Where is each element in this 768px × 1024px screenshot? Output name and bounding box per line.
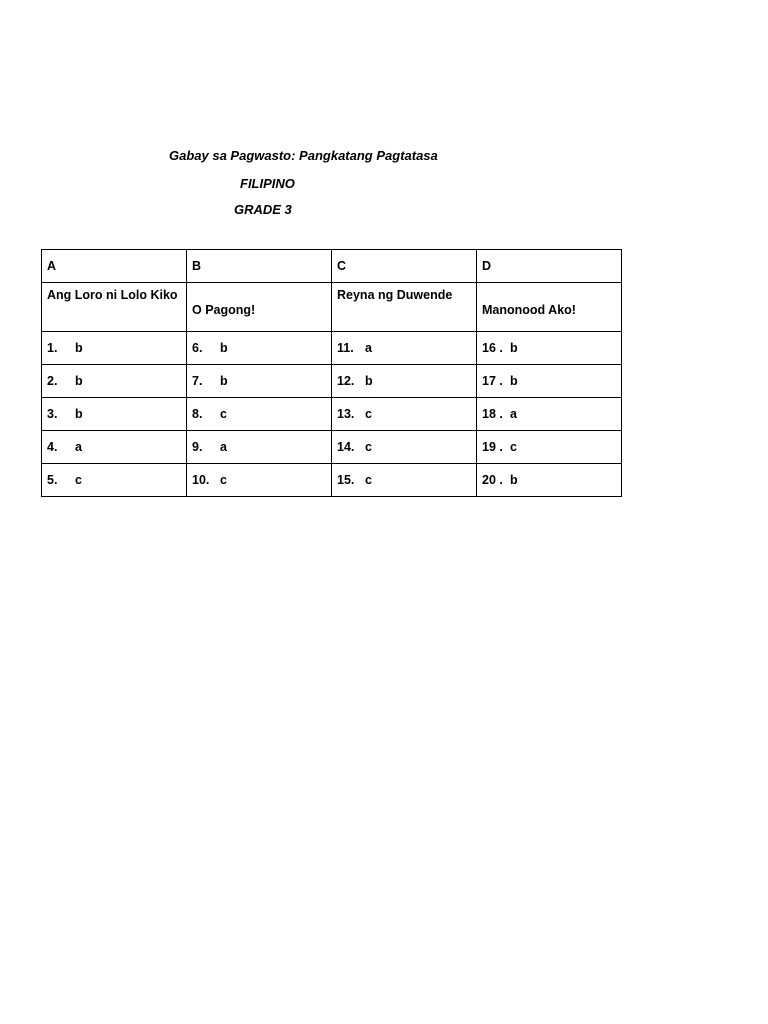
item-answer: b [75, 374, 83, 388]
item-number: 16 . [482, 341, 503, 355]
item-number: 10. [192, 473, 210, 487]
answer-cell [477, 431, 622, 464]
answer-cell [477, 398, 622, 431]
item-number: 2. [47, 374, 58, 388]
item-number: 20 . [482, 473, 503, 487]
item-number: 4. [47, 440, 58, 454]
answer-cell [477, 365, 622, 398]
item-number: 19 . [482, 440, 503, 454]
item-number: 9. [192, 440, 203, 454]
item-answer: c [220, 407, 227, 421]
item-answer: b [510, 374, 518, 388]
story-title-d: Manonood Ako! [477, 283, 622, 332]
column-header-d: D [477, 250, 622, 283]
answer-cell [187, 398, 332, 431]
answer-cell [42, 365, 187, 398]
item-answer: b [75, 407, 83, 421]
item-answer: b [220, 374, 228, 388]
subject-label: FILIPINO [240, 176, 295, 191]
item-answer: c [75, 473, 82, 487]
answer-cell [42, 332, 187, 365]
answer-cell [42, 431, 187, 464]
item-answer: b [365, 374, 373, 388]
item-number: 1. [47, 341, 58, 355]
item-number: 11. [337, 341, 354, 355]
grade-label: GRADE 3 [234, 202, 292, 217]
answer-cell [187, 431, 332, 464]
column-header-a: A [42, 250, 187, 283]
item-answer: c [365, 440, 372, 454]
item-answer: a [220, 440, 227, 454]
column-header-b: B [187, 250, 332, 283]
answer-cell [332, 332, 477, 365]
item-number: 5. [47, 473, 58, 487]
story-title-c: Reyna ng Duwende [332, 283, 477, 332]
answer-cell [332, 398, 477, 431]
story-title-b: O Pagong! [187, 283, 332, 332]
item-number: 6. [192, 341, 203, 355]
item-answer: a [75, 440, 82, 454]
item-number: 3. [47, 407, 58, 421]
item-answer: c [510, 440, 517, 454]
answer-row [42, 365, 622, 398]
column-header-row [42, 250, 622, 283]
item-number: 12. [337, 374, 355, 388]
answer-cell [477, 332, 622, 365]
answer-cell [332, 365, 477, 398]
answer-cell [187, 464, 332, 497]
item-number: 14. [337, 440, 355, 454]
item-number: 7. [192, 374, 203, 388]
answer-cell [187, 332, 332, 365]
column-header-c: C [332, 250, 477, 283]
item-number: 17 . [482, 374, 503, 388]
answer-row [42, 431, 622, 464]
answer-row [42, 332, 622, 365]
answer-cell [42, 398, 187, 431]
answer-cell [187, 365, 332, 398]
item-answer: c [220, 473, 227, 487]
item-number: 13. [337, 407, 355, 421]
answer-row [42, 464, 622, 497]
item-number: 15. [337, 473, 355, 487]
answer-cell [477, 464, 622, 497]
item-answer: b [510, 341, 518, 355]
item-answer: a [365, 341, 372, 355]
item-answer: c [365, 407, 372, 421]
answer-cell [332, 464, 477, 497]
story-title-row [42, 283, 622, 332]
item-answer: b [75, 341, 83, 355]
item-number: 8. [192, 407, 203, 421]
story-title-a: Ang Loro ni Lolo Kiko [42, 283, 187, 332]
item-number: 18 . [482, 407, 503, 421]
item-answer: c [365, 473, 372, 487]
answer-key-table [41, 249, 622, 497]
item-answer: b [510, 473, 518, 487]
answer-cell [42, 464, 187, 497]
item-answer: a [510, 407, 517, 421]
item-answer: b [220, 341, 228, 355]
answer-row [42, 398, 622, 431]
document-title: Gabay sa Pagwasto: Pangkatang Pagtatasa [169, 148, 438, 163]
answer-cell [332, 431, 477, 464]
